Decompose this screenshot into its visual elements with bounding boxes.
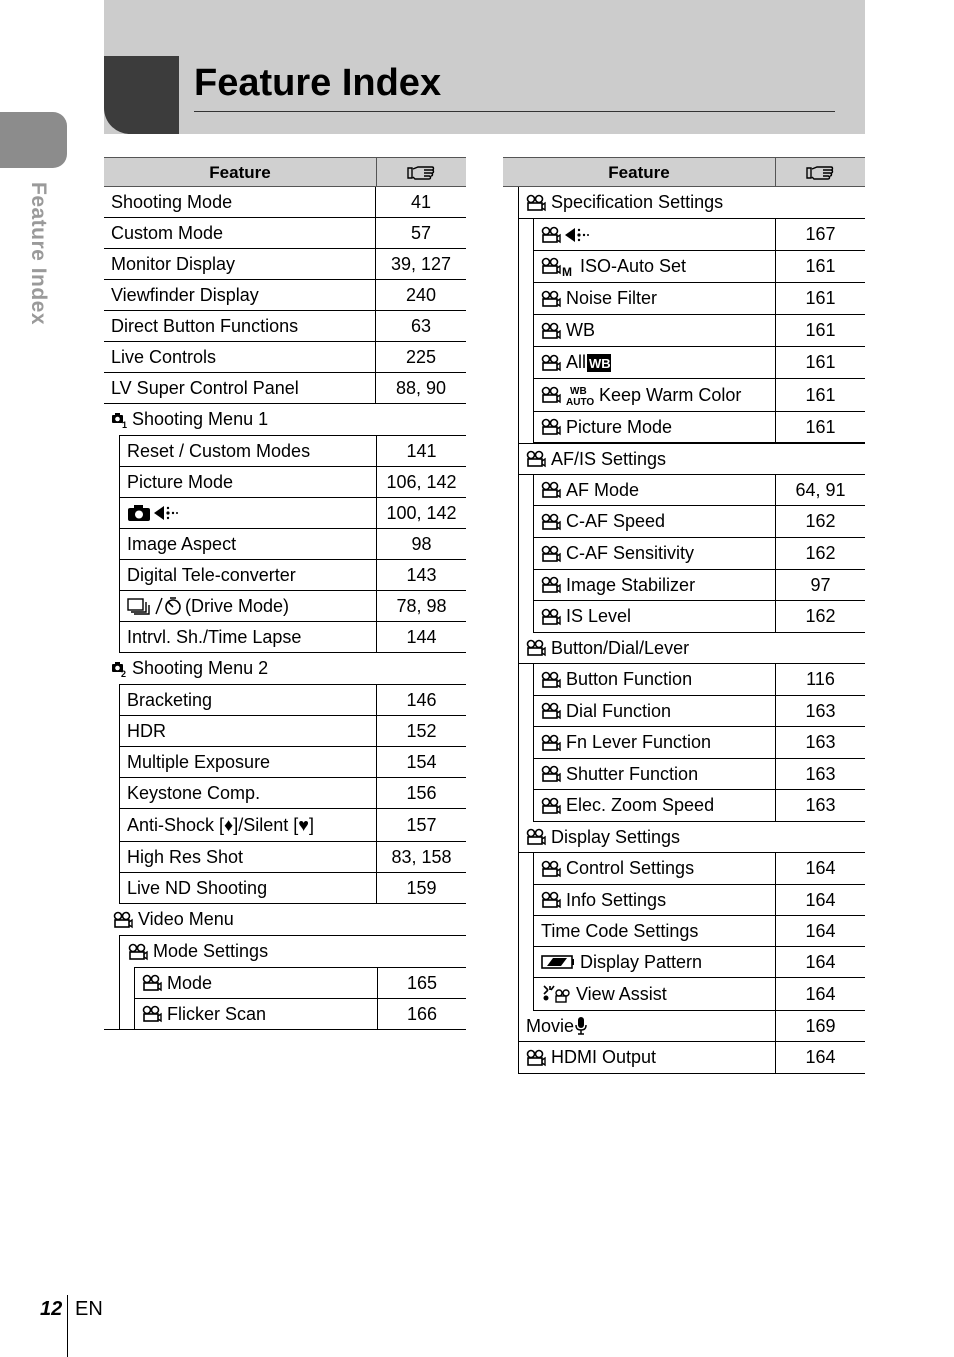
table-row: Shutter Function 163: [534, 759, 865, 790]
reference-hand-icon: [377, 158, 466, 186]
view-assist-icon: [541, 984, 571, 1004]
table-row: Custom Mode 57: [104, 218, 466, 249]
movie-icon: [526, 828, 546, 846]
section-shooting-menu-1: 1 Shooting Menu 1: [104, 404, 466, 435]
table-row: WB AUTO Keep Warm Color 161: [534, 379, 865, 412]
movie-icon: [541, 322, 561, 340]
table-row: Time Code Settings 164: [534, 916, 865, 947]
svg-text:2: 2: [121, 668, 127, 678]
shooting-menu-2-group: [119, 684, 466, 904]
battery-pattern-icon: [541, 954, 575, 970]
table-row: Direct Button Functions 63: [104, 311, 466, 342]
table-header: [104, 157, 466, 187]
table-row: Viewfinder Display 240: [104, 280, 466, 311]
table-row: Flicker Scan 166: [135, 999, 466, 1030]
table-row: HDMI Output 164: [519, 1042, 865, 1074]
movie-icon: [541, 513, 561, 531]
afis-group: [533, 475, 865, 633]
title-rule: [194, 111, 835, 112]
table-row: Picture Mode 161: [534, 412, 865, 443]
section-video-menu: Video Menu: [104, 904, 466, 935]
table-row: Digital Tele-converter 143: [120, 560, 466, 591]
table-row: AF Mode 64, 91: [534, 475, 865, 506]
table-row: 100, 142: [120, 498, 466, 529]
table-row: Elec. Zoom Speed 163: [534, 790, 865, 822]
camera-quality-icon: [127, 504, 183, 522]
table-row: Image Aspect 98: [120, 529, 466, 560]
table-row: Mode 165: [135, 968, 466, 999]
table-row: Shooting Mode 41: [104, 187, 466, 218]
movie-icon: [541, 671, 561, 689]
table-row: LV Super Control Panel 88, 90: [104, 373, 466, 404]
svg-text:AUTO: AUTO: [566, 397, 594, 406]
reference-hand-icon: [776, 158, 865, 186]
shooting-menu-1-icon: [111, 411, 127, 429]
table-row: Monitor Display 39, 127: [104, 249, 466, 280]
table-row: Button Function 116: [534, 664, 865, 696]
movie-icon: [541, 860, 561, 878]
movie-icon: [541, 891, 561, 909]
movie-icon: [541, 797, 561, 815]
video-menu-group: [119, 935, 466, 1030]
table-row: M ISO-Auto Set 161: [534, 251, 865, 283]
table-row: Info Settings 164: [534, 885, 865, 916]
section-afis-settings: AF/IS Settings: [519, 443, 865, 475]
movie-icon: [541, 354, 561, 372]
movie-icon: [541, 702, 561, 720]
table-row: Live ND Shooting 159: [120, 873, 466, 904]
feature-column-header: Feature: [104, 158, 377, 186]
movie-icon: [541, 545, 561, 563]
footer-rule: [67, 1295, 68, 1357]
movie-icon: [541, 608, 561, 626]
table-row: HDR 152: [120, 716, 466, 747]
table-row: View Assist 164: [534, 978, 865, 1011]
movie-icon: [128, 943, 148, 961]
table-row: All WB 161: [534, 347, 865, 379]
movie-icon: [541, 386, 561, 404]
movie-quality-icon: [541, 226, 593, 244]
section-mode-settings: Mode Settings: [120, 936, 466, 967]
movie-icon: [526, 194, 546, 212]
table-row: Dial Function 163: [534, 696, 865, 727]
table-row: Movie 169: [519, 1011, 865, 1042]
section-button-dial-lever: Button/Dial/Lever: [519, 633, 865, 664]
wb-all-icon: [586, 353, 612, 373]
table-row: Control Settings 164: [534, 853, 865, 885]
movie-icon: [541, 765, 561, 783]
movie-icon: [526, 1049, 546, 1067]
movie-m-icon: [541, 257, 575, 277]
svg-text:M: M: [562, 264, 572, 277]
svg-text:WB: WB: [589, 355, 611, 371]
movie-icon: [541, 481, 561, 499]
movie-icon: [526, 450, 546, 468]
table-bottom-rule: [104, 1029, 466, 1030]
side-tab: [0, 112, 67, 168]
header-tab: [104, 56, 179, 134]
table-row: C-AF Sensitivity 162: [534, 538, 865, 570]
movie-icon: [541, 576, 561, 594]
table-row: (Drive Mode) 78, 98: [120, 591, 466, 622]
shooting-menu-2-icon: [111, 660, 127, 678]
movie-icon: [541, 734, 561, 752]
mode-settings-group: [134, 967, 466, 1030]
table-row: Image Stabilizer 97: [534, 570, 865, 601]
table-row: Noise Filter 161: [534, 283, 865, 315]
wb-auto-icon: [566, 384, 594, 406]
movie-icon: [541, 418, 561, 436]
specification-group: [533, 219, 865, 443]
table-row: High Res Shot 83, 158: [120, 842, 466, 873]
section-display-settings: Display Settings: [519, 822, 865, 853]
display-group: [533, 853, 865, 1011]
table-row: Display Pattern 164: [534, 947, 865, 978]
side-tab-label: Feature Index: [27, 182, 50, 326]
movie-icon: [142, 974, 162, 992]
table-row: C-AF Speed 162: [534, 506, 865, 538]
table-row: 167: [534, 219, 865, 251]
table-row: Bracketing 146: [120, 685, 466, 716]
table-row: Live Controls 225: [104, 342, 466, 373]
table-row: Multiple Exposure 154: [120, 747, 466, 778]
table-header: [503, 157, 865, 187]
page-title: Feature Index: [194, 62, 442, 104]
table-row: Fn Lever Function 163: [534, 727, 865, 759]
movie-icon: [526, 639, 546, 657]
movie-icon: [541, 290, 561, 308]
section-specification-settings: Specification Settings: [519, 187, 865, 219]
button-dial-group: [533, 664, 865, 822]
table-row: Keystone Comp. 156: [120, 778, 466, 809]
table-row: Anti-Shock [♦]/Silent [♥] 157: [120, 809, 466, 842]
microphone-icon: [574, 1016, 588, 1036]
svg-text:WB: WB: [570, 386, 587, 397]
video-settings-group: [518, 187, 865, 1074]
movie-icon: [113, 911, 133, 929]
table-row: IS Level 162: [534, 601, 865, 633]
table-row: Reset / Custom Modes 141: [120, 436, 466, 467]
table-row: Intrvl. Sh./Time Lapse 144: [120, 622, 466, 653]
feature-column-header: Feature: [503, 158, 776, 186]
page-number: 12: [40, 1298, 63, 1320]
table-row: Picture Mode 106, 142: [120, 467, 466, 498]
section-shooting-menu-2: 2 Shooting Menu 2: [104, 653, 466, 684]
left-index-table: [104, 157, 466, 1030]
page-language: EN: [75, 1298, 103, 1320]
right-index-table: [503, 157, 865, 1074]
table-row: WB 161: [534, 315, 865, 347]
drive-self-timer-icon: [127, 596, 183, 616]
svg-text:1: 1: [122, 419, 127, 429]
movie-icon: [142, 1005, 162, 1023]
shooting-menu-1-group: [119, 435, 466, 653]
